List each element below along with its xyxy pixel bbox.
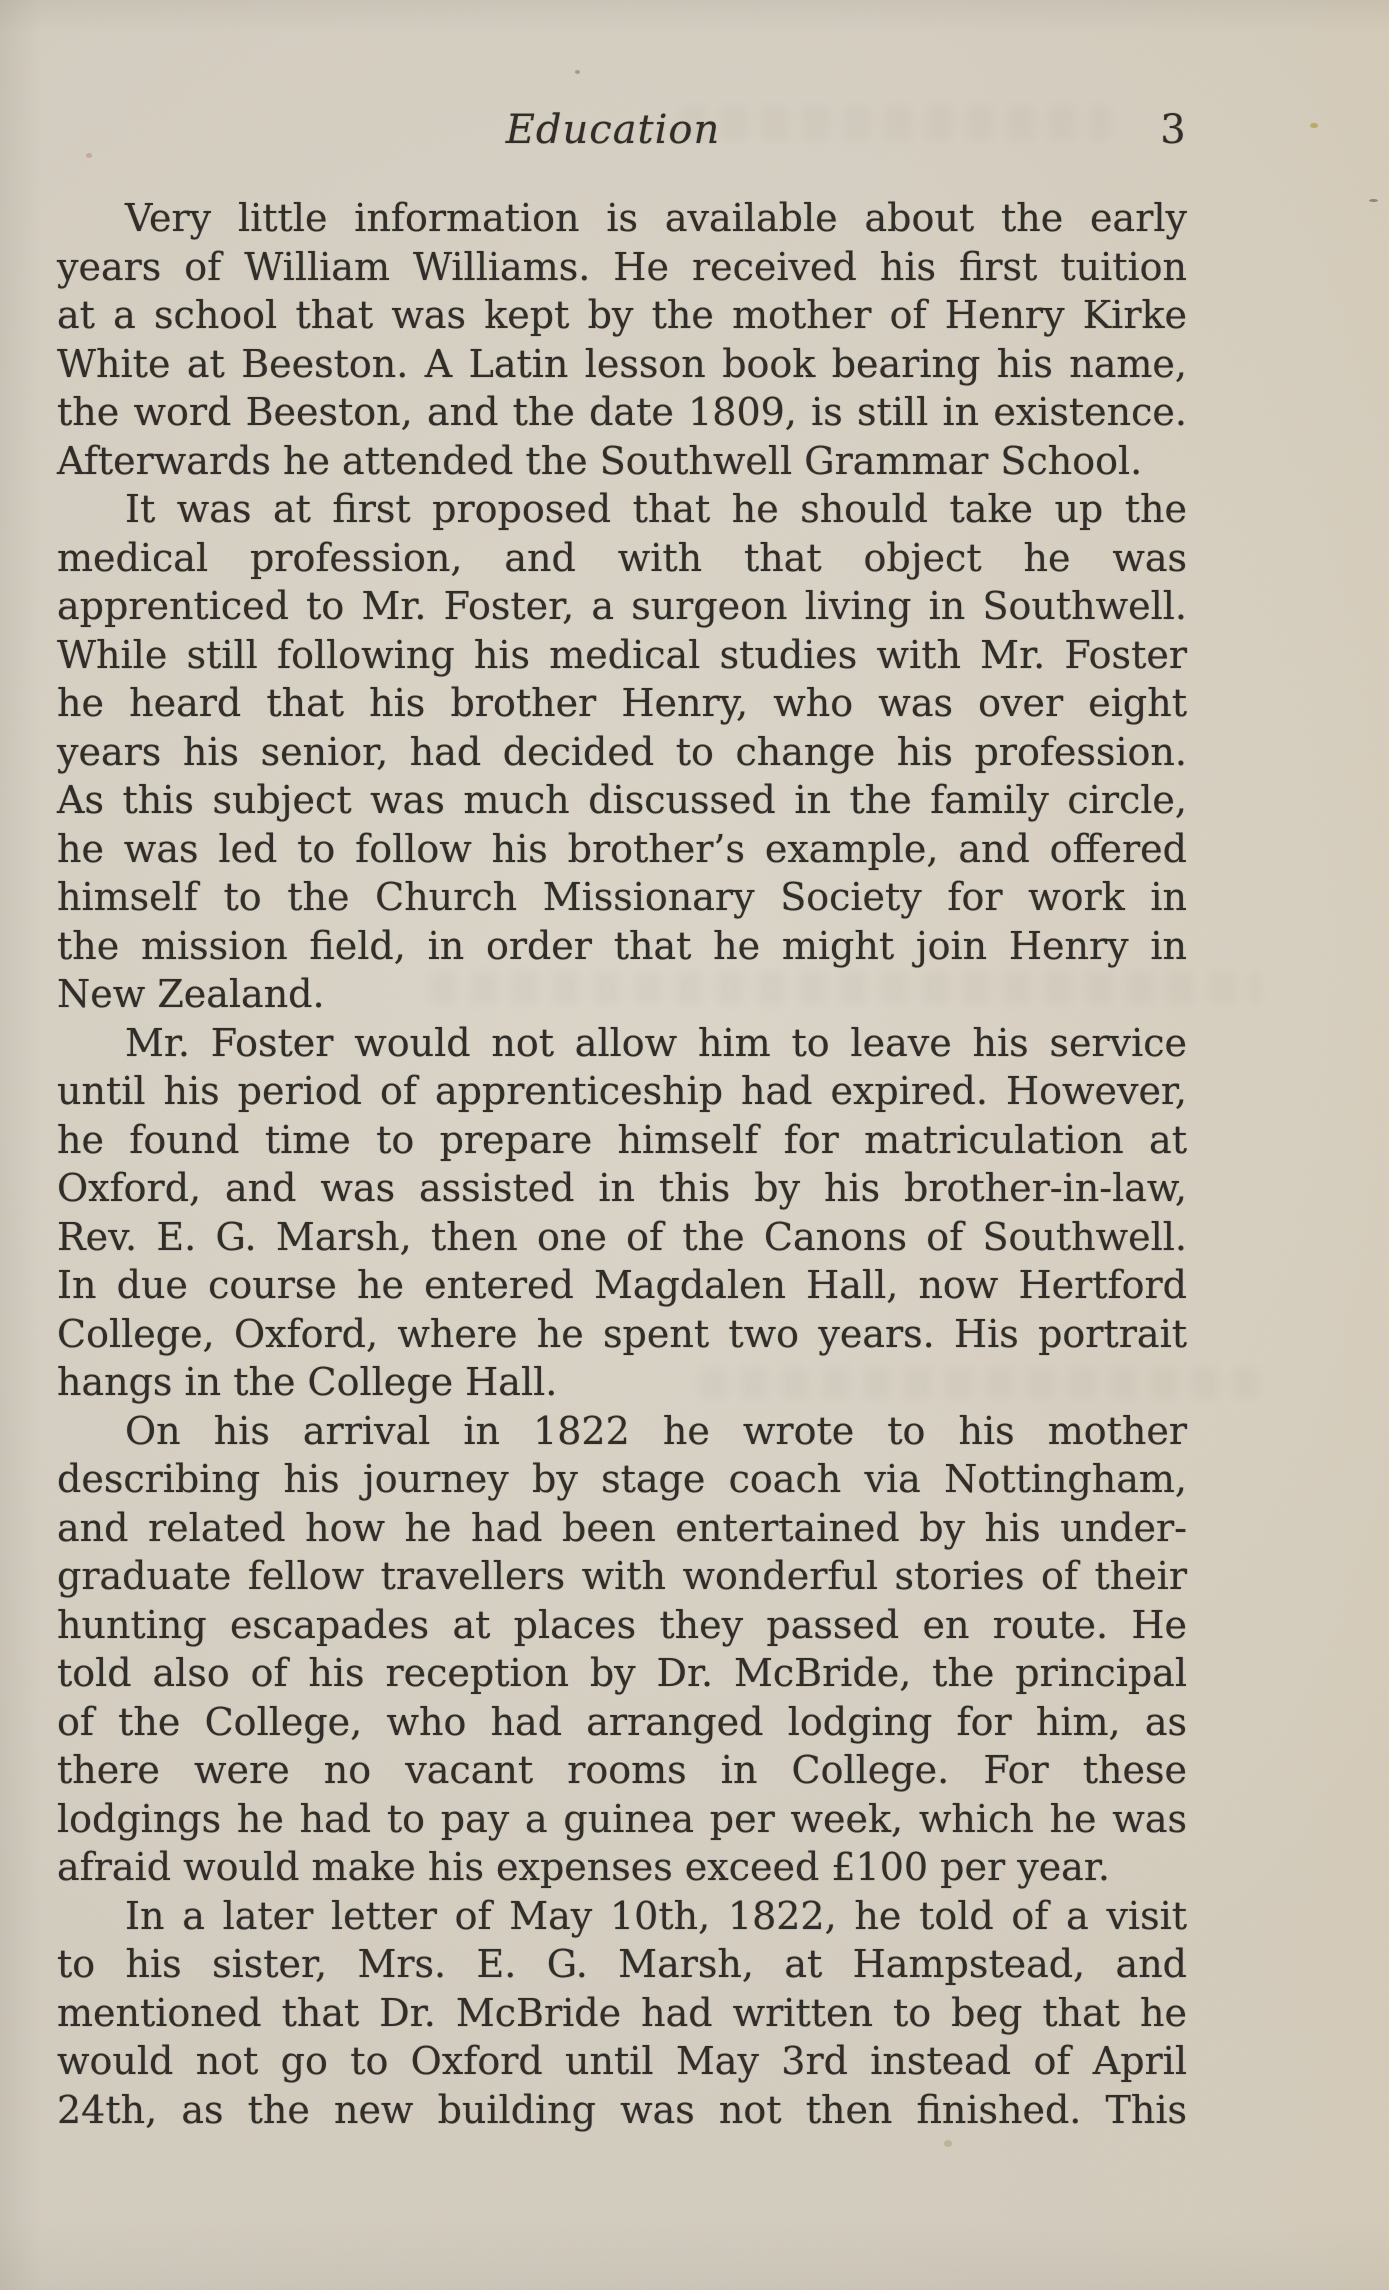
- text-line: apprenticed to Mr. Foster, a surgeon living in Southwell.: [57, 584, 1187, 628]
- text-line: the word Beeston, and the date 1809, is still in existence.: [57, 390, 1187, 434]
- paper-speck: [575, 70, 580, 74]
- text-line: Oxford, and was assisted in this by his brother-in-law,: [57, 1166, 1187, 1210]
- text-line: of the College, who had arranged lodging for him, as: [57, 1699, 1187, 1744]
- text-line: at a school that was kept by the mother of Henry Kirke: [57, 293, 1187, 337]
- text-line: he found time to prepare himself for matriculation at: [57, 1117, 1187, 1162]
- text-line: himself to the Church Missionary Society for work in: [57, 875, 1187, 919]
- text-line: there were no vacant rooms in College. For these: [57, 1748, 1187, 1792]
- text-line: Very little information is available about the early: [125, 196, 1187, 240]
- text-line: mentioned that Dr. McBride had written to beg that he: [57, 1990, 1187, 2035]
- text-line: to his sister, Mrs. E. G. Marsh, at Hampstead, and: [57, 1942, 1187, 1986]
- text-line: and related how he had been entertained by his under-: [57, 1505, 1187, 1550]
- text-line: As this subject was much discussed in the family circle,: [57, 778, 1187, 822]
- text-line: Afterwards he attended the Southwell Grammar School.: [57, 438, 1143, 483]
- text-line: College, Oxford, where he spent two years. His portrait: [57, 1311, 1187, 1356]
- text-line: the mission field, in order that he might join Henry in: [57, 923, 1187, 968]
- text-line: he heard that his brother Henry, who was over eight: [57, 681, 1187, 725]
- paper-speck: [1369, 199, 1378, 202]
- text-line: It was at first proposed that he should take up the: [125, 487, 1187, 531]
- text-line: On his arrival in 1822 he wrote to his mother: [125, 1408, 1187, 1453]
- text-line: In due course he entered Magdalen Hall, now Hertford: [57, 1263, 1187, 1307]
- text-line: describing his journey by stage coach via Nottingham,: [57, 1457, 1187, 1501]
- text-line: would not go to Oxford until May 3rd instead of April: [57, 2039, 1187, 2083]
- text-line: New Zealand.: [57, 972, 325, 1016]
- page-body: [57, 194, 1187, 2134]
- text-line: graduate fellow travellers with wonderful stories of their: [57, 1554, 1187, 1598]
- text-line: While still following his medical studies with Mr. Foster: [57, 632, 1187, 677]
- running-head: [0, 104, 1389, 156]
- text-line: lodgings he had to pay a guinea per week, which he was: [57, 1796, 1187, 1841]
- page-title: Education: [505, 107, 721, 153]
- text-line: In a later letter of May 10th, 1822, he told of a visit: [125, 1893, 1187, 1938]
- text-line: until his period of apprenticeship had expired. However,: [57, 1069, 1187, 1113]
- text-line: 24th, as the new building was not then finished. This: [57, 2087, 1187, 2132]
- text-line: told also of his reception by Dr. McBride, the principal: [57, 1651, 1187, 1695]
- paper-speck: [944, 2140, 952, 2147]
- page-number: 3: [1160, 107, 1186, 153]
- text-line: he was led to follow his brother’s example, and offered: [57, 826, 1187, 871]
- text-line: Mr. Foster would not allow him to leave his service: [125, 1020, 1187, 1065]
- text-line: hangs in the College Hall.: [57, 1360, 558, 1404]
- text-line: years of William Williams. He received his first tuition: [57, 244, 1187, 289]
- text-line: afraid would make his expenses exceed £100 per year.: [57, 1845, 1110, 1889]
- text-line: hunting escapades at places they passed en route. He: [57, 1602, 1187, 1647]
- text-line: White at Beeston. A Latin lesson book bearing his name,: [57, 341, 1187, 386]
- text-line: Rev. E. G. Marsh, then one of the Canons of Southwell.: [57, 1214, 1187, 1259]
- text-line: medical profession, and with that object he was: [57, 535, 1187, 580]
- text-line: years his senior, had decided to change his profession.: [57, 729, 1187, 774]
